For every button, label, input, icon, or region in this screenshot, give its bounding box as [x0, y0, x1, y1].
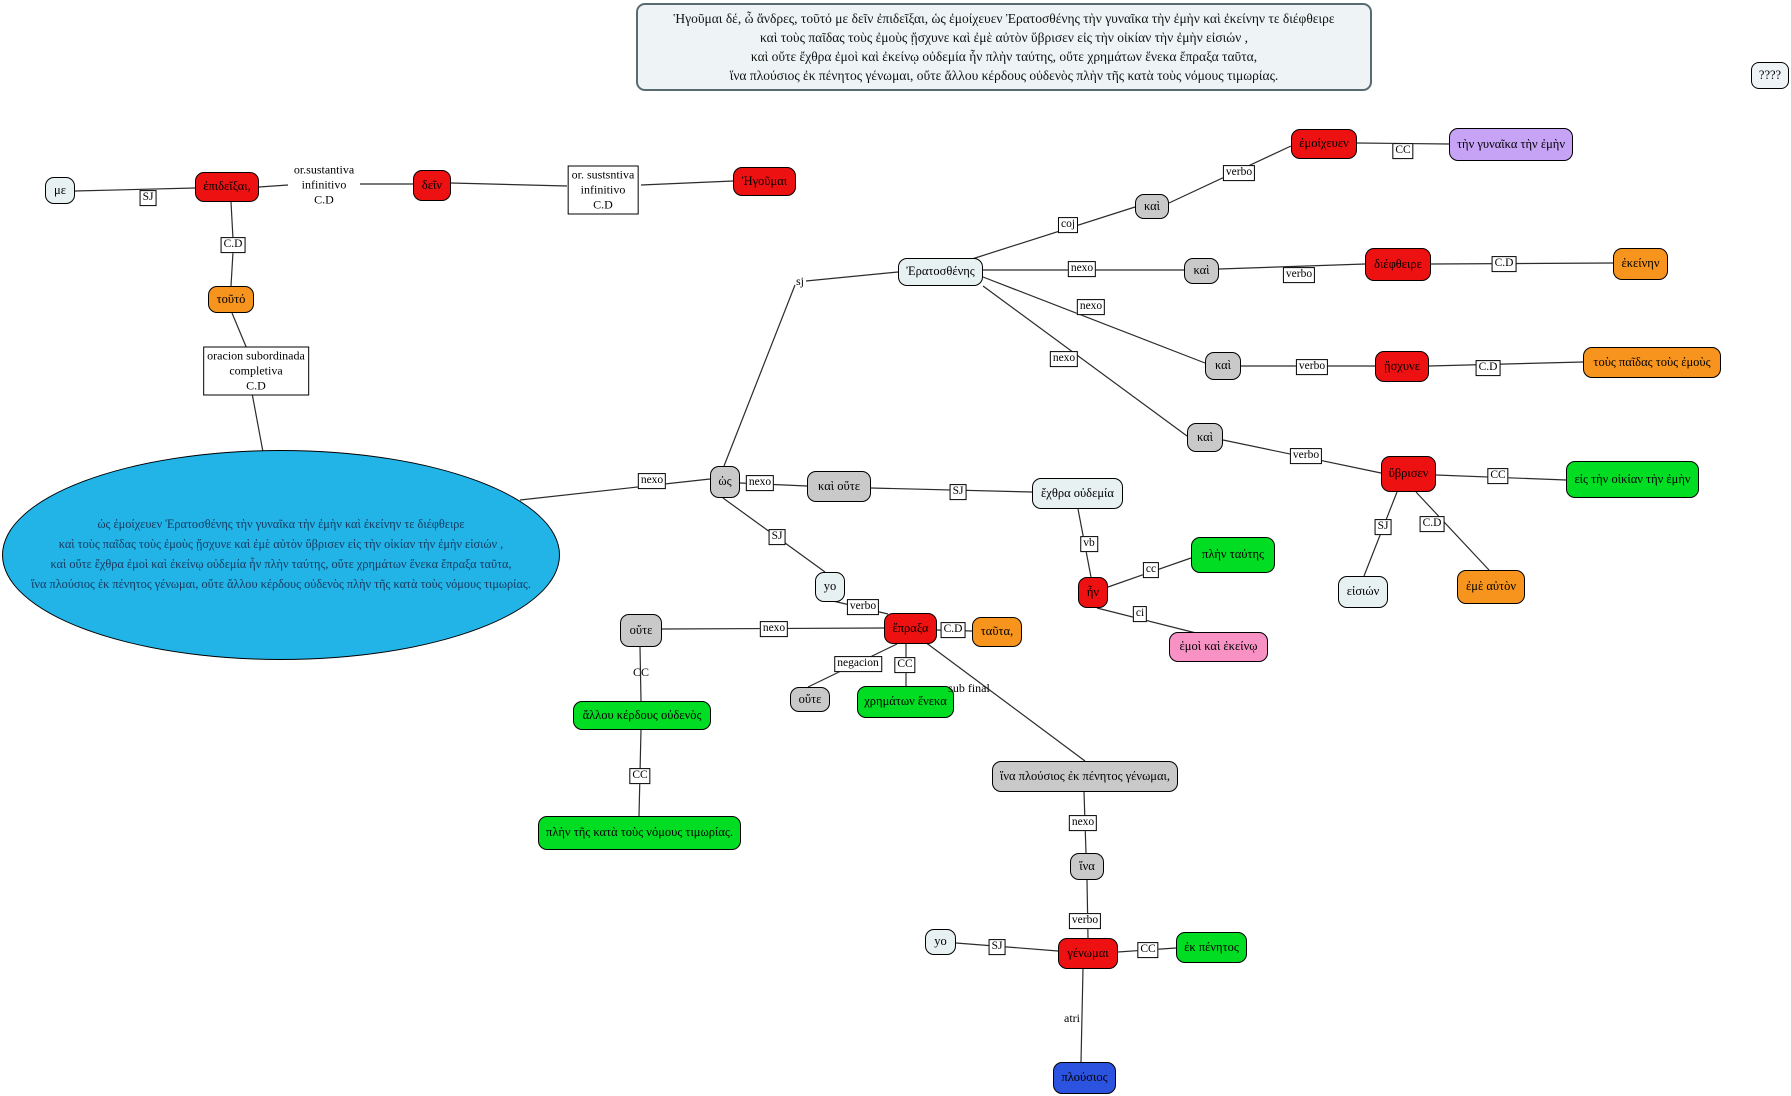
- node-me[interactable]: με: [45, 177, 75, 204]
- edge: [231, 252, 233, 286]
- node-eme-auton[interactable]: ἐμὲ αὐτὸν: [1457, 570, 1525, 604]
- title-line-4: ἵνα πλούσιος ἐκ πένητος γένωμαι, οὔτε ἄλλου κέρδους οὐδενὸς πλὴν τῆς κατὰ τοὺς νόμους τιμωρίας.: [729, 68, 1279, 84]
- node-ten-gynaika-ten-emen[interactable]: τὴν γυναῖκα τὴν ἐμὴν: [1449, 128, 1573, 161]
- node-hina-clause[interactable]: ἵνα πλούσιος ἐκ πένητος γένωμαι,: [992, 761, 1178, 792]
- node-allou-kerdous[interactable]: ἄλλου κέρδους οὐδενὸς: [573, 701, 711, 730]
- edge-label-cc-4[interactable]: CC: [1487, 468, 1508, 484]
- node-ekeinen[interactable]: ἐκείνην: [1613, 248, 1668, 280]
- node-hos[interactable]: ὡς: [710, 466, 740, 498]
- edge: [1429, 362, 1583, 366]
- node-genomai[interactable]: γένωμαι: [1058, 938, 1118, 969]
- edge: [231, 202, 233, 239]
- ellipse-line-4: ἵνα πλούσιος ἐκ πένητος γένωμαι, οὔτε ἄλλου κέρδους οὐδενὸς πλὴν τῆς κατὰ τοὺς νόμους τιμωρίας.: [31, 576, 531, 591]
- edge-label-nexo-hina[interactable]: nexo: [1069, 815, 1097, 831]
- node-hina[interactable]: ἵνα: [1070, 853, 1104, 880]
- edge-label-sj-yo2[interactable]: SJ: [989, 939, 1006, 955]
- node-ek-penetos[interactable]: ἐκ πένητος: [1176, 932, 1247, 963]
- node-oute-neg[interactable]: οὔτε: [790, 687, 830, 712]
- edge: [1087, 880, 1088, 938]
- node-plousios[interactable]: πλούσιος: [1053, 1062, 1116, 1094]
- edge-label-sj-me[interactable]: SJ: [140, 190, 157, 206]
- node-plen-tes-kata[interactable]: πλὴν τῆς κατὰ τοὺς νόμους τιμωρίας.: [538, 816, 741, 850]
- node-plen-tautes[interactable]: πλὴν ταύτης: [1191, 537, 1275, 573]
- edge-label-cc-epraxa[interactable]: CC: [894, 657, 915, 673]
- edge-label-nexo-4[interactable]: nexo: [1050, 351, 1078, 367]
- edge-label-ci-en[interactable]: ci: [1133, 606, 1147, 622]
- edge-label-verbo-hina[interactable]: verbo: [1069, 913, 1101, 929]
- node-touto[interactable]: τοῦτό: [208, 286, 254, 313]
- edge-label-sj-hos[interactable]: SJ: [769, 529, 786, 545]
- ellipse-line-3: καὶ οὔτε ἔχθρα ἐμοὶ καὶ ἐκείνῳ οὐδεμία ἦν πλὴν ταύτης, οὔτε χρημάτων ἕνεκα ἔπραξα ταῦτα,: [50, 557, 512, 571]
- edge-label-cc-allou[interactable]: CC: [629, 768, 650, 784]
- edge: [75, 188, 195, 191]
- unknown-node-label: ????: [1758, 68, 1782, 82]
- sentence-title-box[interactable]: [636, 3, 1372, 91]
- node-en[interactable]: ἦν: [1078, 577, 1108, 608]
- edge-label-sj-hybrisen[interactable]: SJ: [1375, 519, 1392, 535]
- node-epideixai[interactable]: ἐπιδεῖξαι,: [195, 172, 259, 202]
- node-hegoumai[interactable]: Ἡγοῦμαι: [733, 167, 796, 196]
- node-eschyne[interactable]: ᾔσχυνε: [1375, 351, 1429, 382]
- edge: [252, 393, 263, 452]
- edge-label-vb-en[interactable]: vb: [1080, 536, 1098, 552]
- edge-label-nexo-hos[interactable]: nexo: [746, 475, 774, 491]
- edge-label-cd-2[interactable]: C.D: [1492, 256, 1517, 272]
- node-kai-3[interactable]: καὶ: [1205, 352, 1241, 380]
- edge: [641, 181, 733, 185]
- box-or-sustantiva-box[interactable]: or. sustsntiva infinitivo C.D: [568, 166, 639, 215]
- edge-label-negacion[interactable]: negacion: [834, 656, 882, 672]
- box-oracion-subordinada-box[interactable]: oracion subordinada completiva C.D: [203, 347, 309, 396]
- node-eision[interactable]: εἰσιών: [1338, 576, 1388, 608]
- edge-label-verbo-2[interactable]: verbo: [1283, 267, 1315, 283]
- text-label-sub-final[interactable]: sub final: [948, 680, 990, 695]
- edge-label-verbo-3[interactable]: verbo: [1296, 359, 1328, 375]
- edge-label-cd-epideixai[interactable]: C.D: [221, 237, 246, 253]
- node-yo-1[interactable]: yo: [815, 572, 845, 602]
- title-line-2: καὶ τοὺς παῖδας τοὺς ἐμοὺς ᾔσχυνε καὶ ἐμὲ αὐτὸν ὕβρισεν εἰς τὴν οἰκίαν τὴν ἐμὴν εἰσιών ,: [759, 29, 1248, 45]
- edge-label-verbo-yo[interactable]: verbo: [847, 599, 879, 615]
- edge-label-cd-3[interactable]: C.D: [1476, 360, 1501, 376]
- edge-label-nexo-ellipse[interactable]: nexo: [638, 473, 666, 489]
- unknown-node[interactable]: [1751, 62, 1789, 89]
- edge-label-cc-genomai[interactable]: CC: [1137, 942, 1158, 958]
- text-label-or-sustantiva-text[interactable]: or.sustantiva infinitivo C.D: [293, 162, 355, 207]
- node-yo-2[interactable]: yo: [925, 929, 956, 955]
- edge: [1431, 263, 1613, 264]
- edge-label-cd-hybrisen[interactable]: C.D: [1420, 516, 1445, 532]
- edge-label-cd-epraxa[interactable]: C.D: [941, 622, 966, 638]
- edge-label-sj-kai-oute[interactable]: SJ: [950, 484, 967, 500]
- edge: [806, 272, 898, 281]
- edge: [724, 285, 795, 466]
- node-oute-left[interactable]: οὔτε: [620, 614, 662, 647]
- edge-label-nexo-2[interactable]: nexo: [1068, 261, 1096, 277]
- node-kai-oute[interactable]: καὶ οὔτε: [807, 471, 871, 502]
- edge: [972, 207, 1135, 259]
- edge: [232, 313, 247, 349]
- node-eis-ten-oikian[interactable]: εἰς τὴν οἰκίαν τὴν ἐμὴν: [1566, 461, 1699, 498]
- edge: [259, 185, 288, 187]
- edge: [983, 277, 1205, 363]
- node-epraxa[interactable]: ἔπραξα: [884, 613, 937, 644]
- edge-label-coj[interactable]: coj: [1058, 217, 1078, 233]
- node-emoicheuen[interactable]: ἐμοίχευεν: [1291, 129, 1357, 159]
- node-kai-2[interactable]: καὶ: [1184, 258, 1219, 284]
- node-hybrisen[interactable]: ὕβρισεν: [1381, 456, 1436, 492]
- edge: [956, 943, 1058, 951]
- node-tous-paidas[interactable]: τοὺς παῖδας τοὺς ἐμοὺς: [1583, 347, 1721, 378]
- node-emoi-kai-ekeino[interactable]: ἐμοὶ καὶ ἐκείνῳ: [1169, 632, 1268, 662]
- edge-label-nexo-oute[interactable]: nexo: [760, 621, 788, 637]
- node-eratosthenes[interactable]: Ἐρατοσθένης: [898, 258, 983, 286]
- node-dein[interactable]: δεῖν: [413, 170, 451, 201]
- edge-label-nexo-3[interactable]: nexo: [1077, 299, 1105, 315]
- node-diephtheire[interactable]: διέφθειρε: [1365, 248, 1431, 281]
- text-label-atri[interactable]: atri: [1064, 1010, 1080, 1025]
- edge-label-verbo-1[interactable]: verbo: [1223, 165, 1255, 181]
- title-line-3: καὶ οὔτε ἔχθρα ἐμοὶ καὶ ἐκείνῳ οὐδεμία ἦν πλὴν ταύτης, οὔτε χρημάτων ἕνεκα ἔπραξα ταῦτα,: [750, 49, 1258, 64]
- edge: [1081, 969, 1083, 1062]
- edge: [520, 479, 710, 500]
- ellipse-line-1: ὡς ἐμοίχευεν Ἐρατοσθένης τὴν γυναῖκα τὴν ἐμὴν καὶ ἐκείνην τε διέφθειρε: [97, 517, 465, 532]
- node-kai-4[interactable]: καὶ: [1187, 423, 1223, 452]
- edge-label-cc-en[interactable]: cc: [1143, 562, 1159, 578]
- text-label-cc-plain[interactable]: CC: [632, 664, 650, 679]
- node-echthra-oudemia[interactable]: ἔχθρα οὐδεμία: [1032, 478, 1123, 509]
- edge-label-verbo-4[interactable]: verbo: [1290, 448, 1322, 464]
- node-chrematon-heneka[interactable]: χρημάτων ἕνεκα: [857, 686, 954, 718]
- text-label-sj-plain[interactable]: sj: [795, 273, 805, 288]
- edge: [451, 183, 567, 186]
- node-kai-1[interactable]: καὶ: [1135, 194, 1169, 219]
- subordinate-clause-ellipse[interactable]: [2, 450, 560, 660]
- ellipse-line-2: καὶ τοὺς παῖδας τοὺς ἐμοὺς ᾔσχυνε καὶ ἐμὲ αὐτὸν ὕβρισεν εἰς τὴν οἰκίαν τὴν ἐμὴν εἰσιών ,: [58, 537, 504, 552]
- title-line-1: Ἡγοῦμαι δέ, ὦ ἄνδρες, τοῦτό με δεῖν ἐπιδεῖξαι, ὡς ἐμοίχευεν Ἐρατοσθένης τὴν γυναῖκα τὴν ἐμὴν καὶ ἐκείνην τε διέφθειρε: [673, 10, 1335, 26]
- edge-label-cc-1[interactable]: CC: [1392, 143, 1413, 159]
- node-tauta[interactable]: ταῦτα,: [972, 617, 1022, 647]
